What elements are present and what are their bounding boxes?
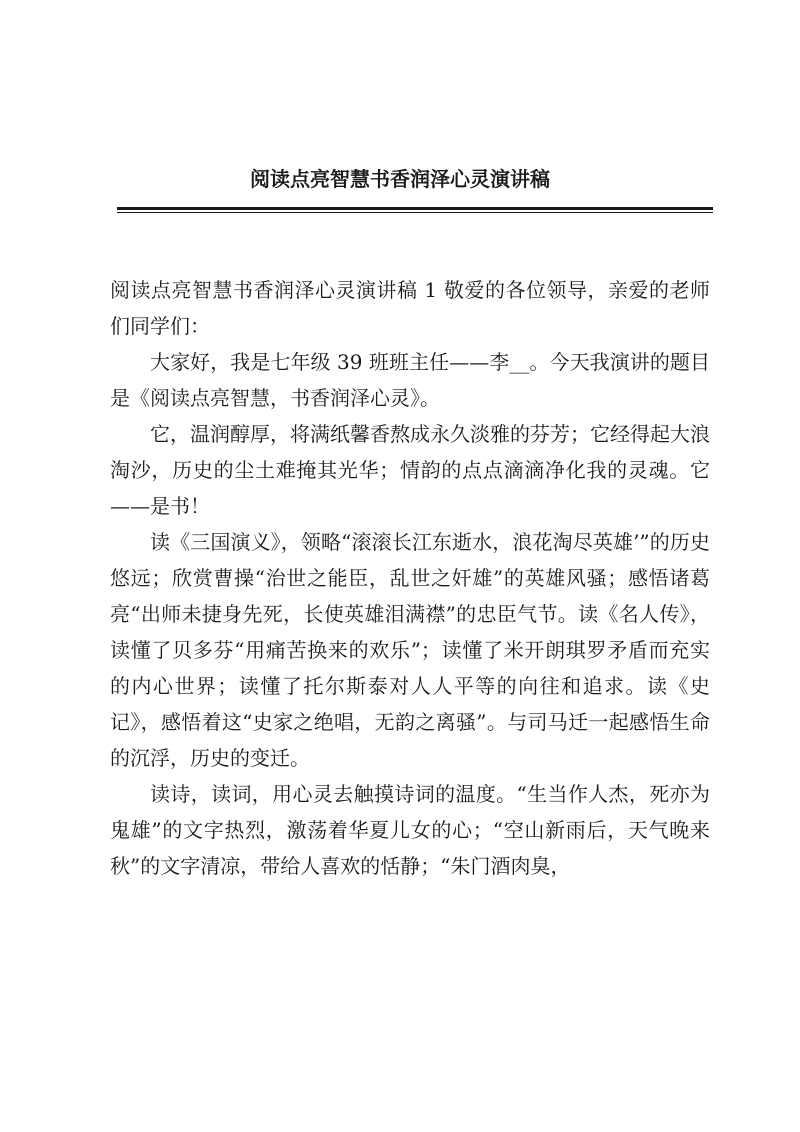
document-title: 阅读点亮智慧书香润泽心灵演讲稿 <box>250 167 550 191</box>
title-rule-thick <box>117 207 713 210</box>
paragraph-reading-classics: 读《三国演义》，领略“滚滚长江东逝水，浪花淘尽英雄’”的历史悠远；欣赏曹操“治世之能臣，乱世之奸雄”的英雄风骚；感悟诸葛亮“出师未捷身先死，长使英雄泪满襟”的忠臣气节。读《名人传》，读懂了贝多芬“用痛苦换来的欢乐”；读懂了米开朗琪罗矛盾而充实的内心世界；读懂了托尔斯泰对人人平等的向往和追求。读《史记》，感悟着这“史家之绝唱，无韵之离骚”。与司马迁一起感悟生命的沉浮，历史的变迁。 <box>110 530 710 770</box>
title-rule-thin <box>117 212 713 213</box>
paragraph-salutation: 阅读点亮智慧书香润泽心灵演讲稿 1 敬爱的各位领导，亲爱的老师们同学们： <box>110 278 710 338</box>
paragraph-reading-poetry: 读诗，读词，用心灵去触摸诗词的温度。“生当作人杰，死亦为鬼雄”的文字热烈，激荡着华夏儿女的心；“空山新雨后，天气晚来秋”的文字清凉，带给人喜欢的恬静；“朱门酒肉臭， <box>110 782 710 878</box>
paragraph-greeting: 大家好，我是七年级 39 班班主任——李__。今天我演讲的题目是《阅读点亮智慧，书香润泽心灵》。 <box>110 350 710 410</box>
document-body <box>110 272 710 884</box>
paragraph-book-intro: 它，温润醇厚，将满纸馨香熬成永久淡雅的芬芳；它经得起大浪淘沙，历史的尘土难掩其光华；情韵的点点滴滴净化我的灵魂。它——是书！ <box>110 422 710 518</box>
